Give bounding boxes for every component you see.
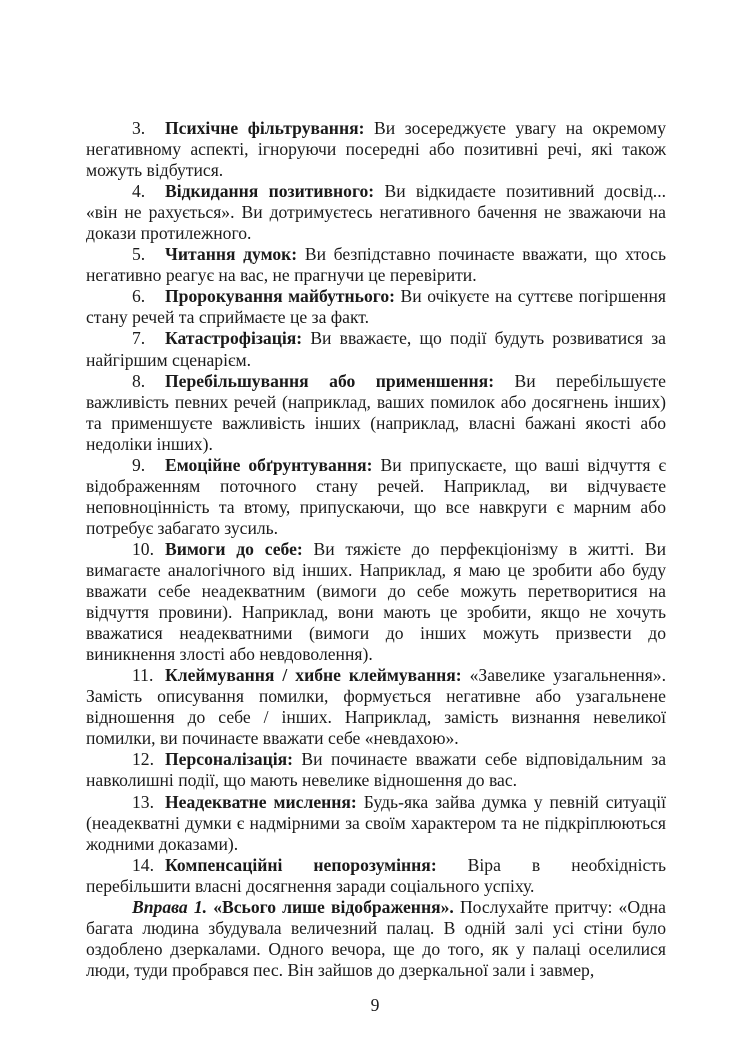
item-text: Ви припускаєте, що ваші відчуття є відображенням поточного стану речей. Наприклад, ви відчуваєте неповноцінність та втому, припускаючи, що все навкруги є марним або потребує забагато зусиль. xyxy=(86,454,666,538)
item-term: Відкидання позитивного: xyxy=(165,181,375,202)
item-number: 9. xyxy=(132,454,146,475)
exercise-text: Послухайте притчу: «Одна багата людина збудувала величезний палац. В одній залі усі стіни було оздоблено дзеркалами. Одного вечора, ще до того, як у палаці оселилися люди, туди пробрався пес. Він зайшов до дзеркальної зали і завмер, xyxy=(86,896,666,980)
list-item xyxy=(86,328,666,370)
item-number: 7. xyxy=(132,328,146,349)
exercise-label: Вправа 1. xyxy=(132,896,208,917)
item-number: 14. xyxy=(132,854,154,875)
item-number: 13. xyxy=(132,791,154,812)
item-text: Будь-яка зайва думка у певній ситуації (неадекватні думки є надмірними за своїм характером та не підкріплюються жодними доказами). xyxy=(86,791,666,854)
item-number: 3. xyxy=(132,118,146,138)
item-text: Ви зосереджуєте увагу на окремому негативному аспекті, ігноруючи посередні або позитивні речі, які також можуть відбутися. xyxy=(86,118,667,181)
item-term: Компенсаційні непорозуміння: xyxy=(165,854,437,875)
list-item xyxy=(86,181,666,244)
item-term: Емоційне обґрунтування: xyxy=(165,454,373,475)
exercise-title: «Всього лише відображення». xyxy=(207,896,454,917)
item-term: Персоналізація: xyxy=(165,749,294,770)
item-text: Ви відкидаєте позитивний досвід... «він не рахується». Ви дотримуєтесь негативного бачення не зважаючи на докази протилежного. xyxy=(86,181,666,244)
list-item xyxy=(86,118,666,181)
item-number: 6. xyxy=(132,286,146,307)
item-text: Ви безпідставно починаєте вважати, що хтось негативно реагує на вас, не прагнучи це перевірити. xyxy=(86,244,666,286)
page-number: 9 xyxy=(370,995,380,1015)
item-number: 11. xyxy=(132,665,154,686)
item-number: 4. xyxy=(132,181,146,202)
list-item xyxy=(86,286,666,328)
list-item xyxy=(86,371,666,455)
item-text: Віра в необхідність перебільшити власні досягнення заради соціального успіху. xyxy=(86,854,666,896)
item-term: Перебільшування або применшення: xyxy=(165,370,495,391)
page-body xyxy=(86,118,666,981)
list-item xyxy=(86,244,666,286)
list-item xyxy=(86,792,666,855)
list-item xyxy=(86,855,666,897)
list-item xyxy=(86,665,666,749)
item-term: Клеймування / хибне клеймування: xyxy=(165,665,462,686)
item-text: Ви тяжієте до перфекціонізму в житті. Ви вимагаєте аналогічного від інших. Наприклад, я маю це зробити або буду вважати себе неадекватним (вимоги до себе можуть перетворитися на відчуття провини). Наприклад, вони мають це зробити, якщо не хочуть вважатися неадекватними (вимоги до інших можуть призвести до виникнення злості або невдоволення). xyxy=(86,538,667,665)
list-item xyxy=(86,749,666,791)
item-text: Ви починаєте вважати себе відповідальним за навколишні події, що мають невелике відношення до вас. xyxy=(86,749,666,791)
exercise-paragraph xyxy=(86,897,666,981)
item-number: 10. xyxy=(132,538,154,559)
list-item xyxy=(86,539,666,665)
item-term: Психічне фільтрування: xyxy=(165,118,365,138)
item-text: Ви очікуєте на суттєве погіршення стану речей та сприймаєте це за факт. xyxy=(86,286,666,328)
item-number: 12. xyxy=(132,749,154,770)
item-text: Ви вважаєте, що події будуть розвиватися за найгіршим сценарієм. xyxy=(86,328,666,370)
item-term: Вимоги до себе: xyxy=(165,538,303,559)
list-item xyxy=(86,455,666,539)
item-term: Неадекватне мислення: xyxy=(165,791,357,812)
item-number: 5. xyxy=(132,244,146,265)
item-term: Читання думок: xyxy=(165,244,298,265)
item-number: 8. xyxy=(132,370,146,391)
item-term: Катастрофізація: xyxy=(165,328,303,349)
item-term: Пророкування майбутнього: xyxy=(165,286,395,307)
item-text: «Завелике узагальнення». Замість описування помилки, формується негативне або узагальнене відношення до себе / інших. Наприклад, замість визнання невеликої помилки, ви починаєте вважати себе «невдахою». xyxy=(86,665,667,749)
item-text: Ви перебільшуєте важливість певних речей (наприклад, ваших помилок або досягнень інших) та применшуєте важливість інших (наприклад, власні бажані якості або недоліки інших). xyxy=(86,370,666,454)
